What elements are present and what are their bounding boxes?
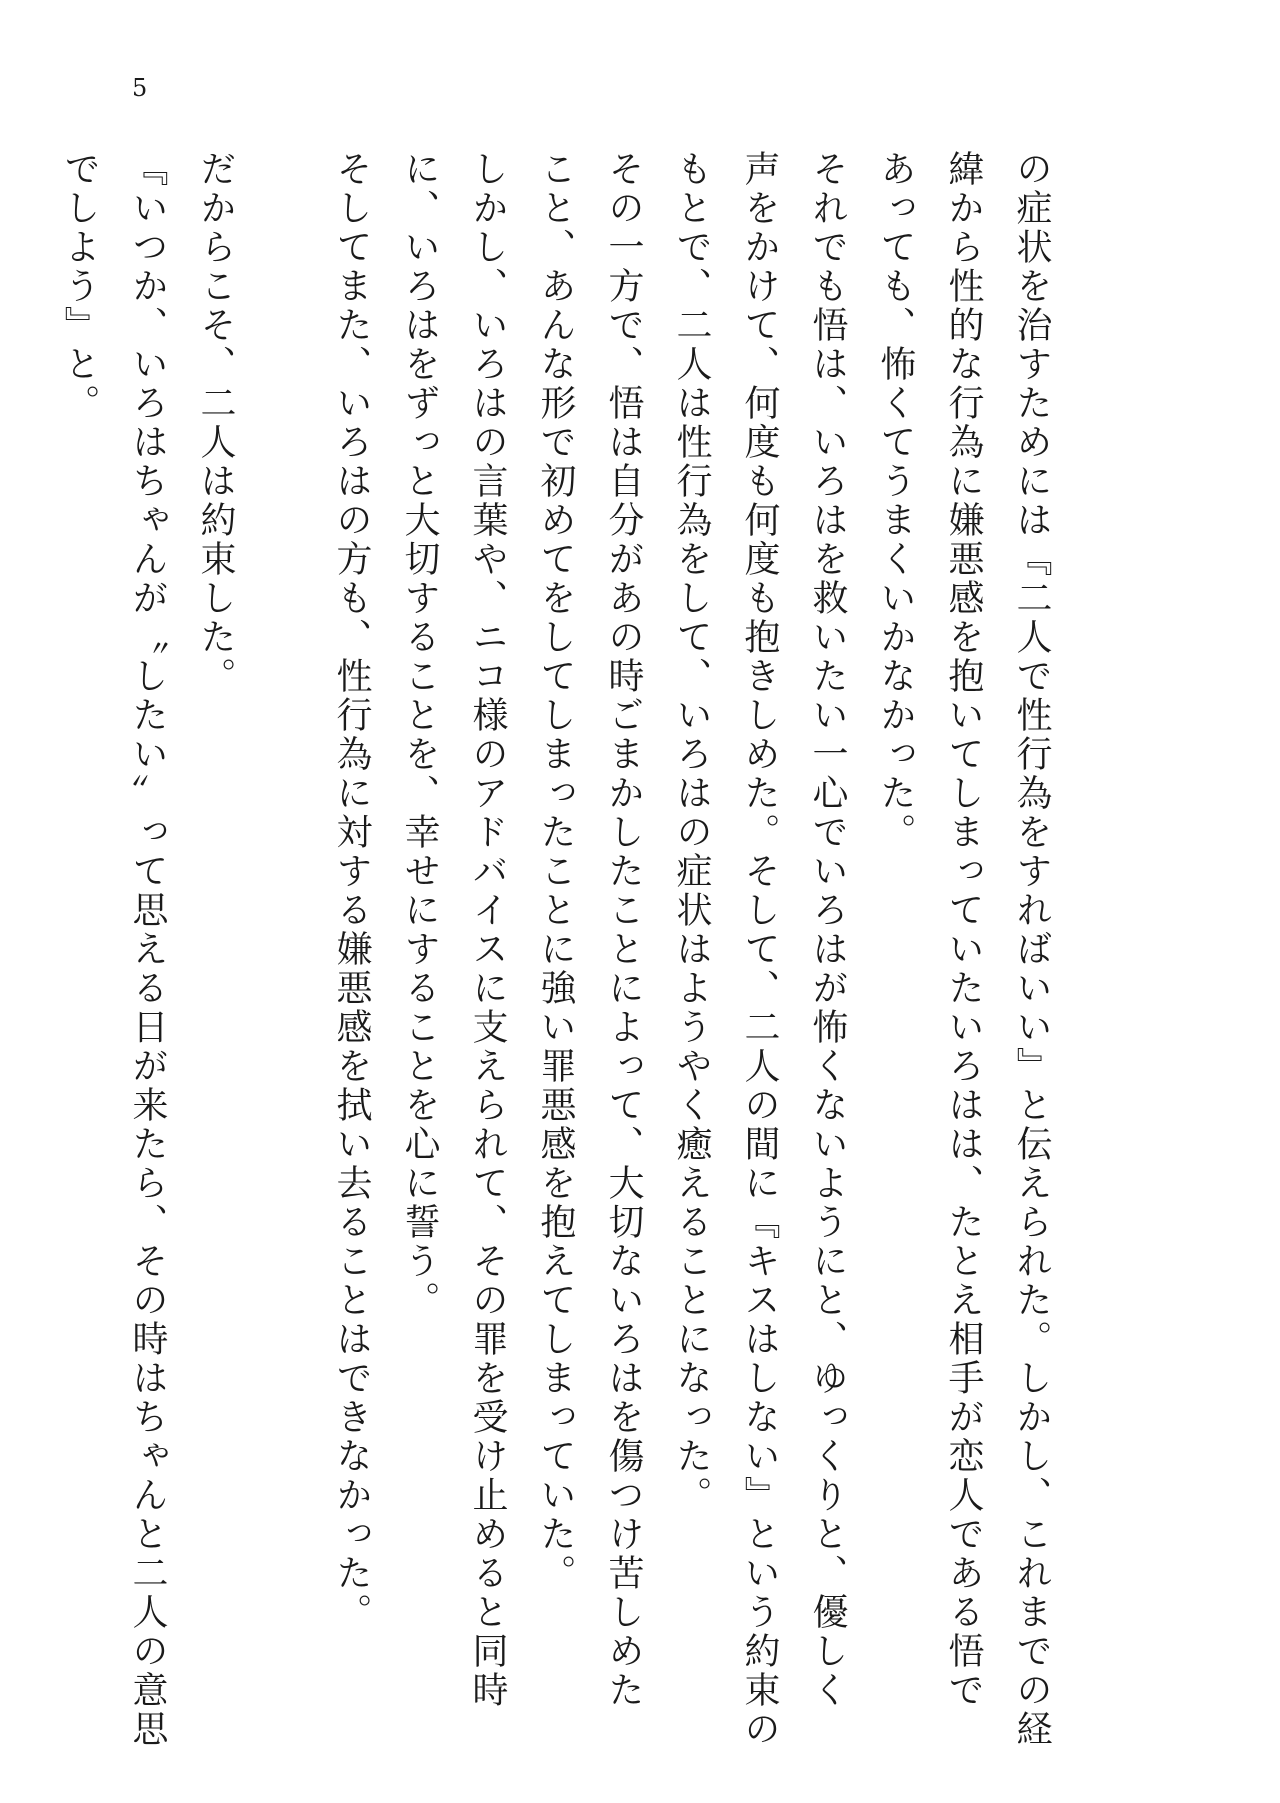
text-line: 『いつか、いろはちゃんが〝したい〟って思える日が来たら、その時はちゃんと二人の意思	[127, 150, 168, 1749]
text-line: しかし、いろはの言葉や、ニコ様のアドバイスに支えられて、その罪を受け止めると同時	[467, 150, 508, 1710]
text-line: 声をかけて、何度も何度も抱きしめた。そして、二人の間に『キスはしない』という約束の	[739, 150, 780, 1749]
text-line: その一方で、悟は自分があの時ごまかしたことによって、大切ないろはを傷つけ苦しめた	[603, 150, 644, 1710]
text-line: の症状を治すためには『二人で性行為をすればいい』と伝えられた。しかし、これまでの経	[1011, 150, 1052, 1749]
text-line: もとで、二人は性行為をして、いろはの症状はようやく癒えることになった。	[671, 150, 712, 1515]
body-text	[59, 150, 1065, 1749]
text-line: でしよう』と。	[59, 150, 100, 423]
text-line: そしてまた、いろはの方も、性行為に対する嫌悪感を拭い去ることはできなかった。	[331, 150, 372, 1632]
text-line: 緯から性的な行為に嫌悪感を抱いてしまっていたいろはは、たとえ相手が恋人である悟で	[943, 150, 984, 1710]
text-line: あっても、怖くてうまくいかなかった。	[875, 150, 916, 852]
text-line: それでも悟は、いろはを救いたい一心でいろはが怖くないようにと、ゆっくりと、優しく	[807, 150, 848, 1710]
text-line: こと、あんな形で初めてをしてしまったことに強い罪悪感を抱えてしまっていた。	[535, 150, 576, 1593]
text-line: に、いろはをずっと大切することを、幸せにすることを心に誓う。	[399, 150, 440, 1320]
page-number: 5	[132, 74, 148, 102]
text-line: だからこそ、二人は約束した。	[195, 150, 236, 696]
paragraph-spacer	[249, 150, 317, 1710]
